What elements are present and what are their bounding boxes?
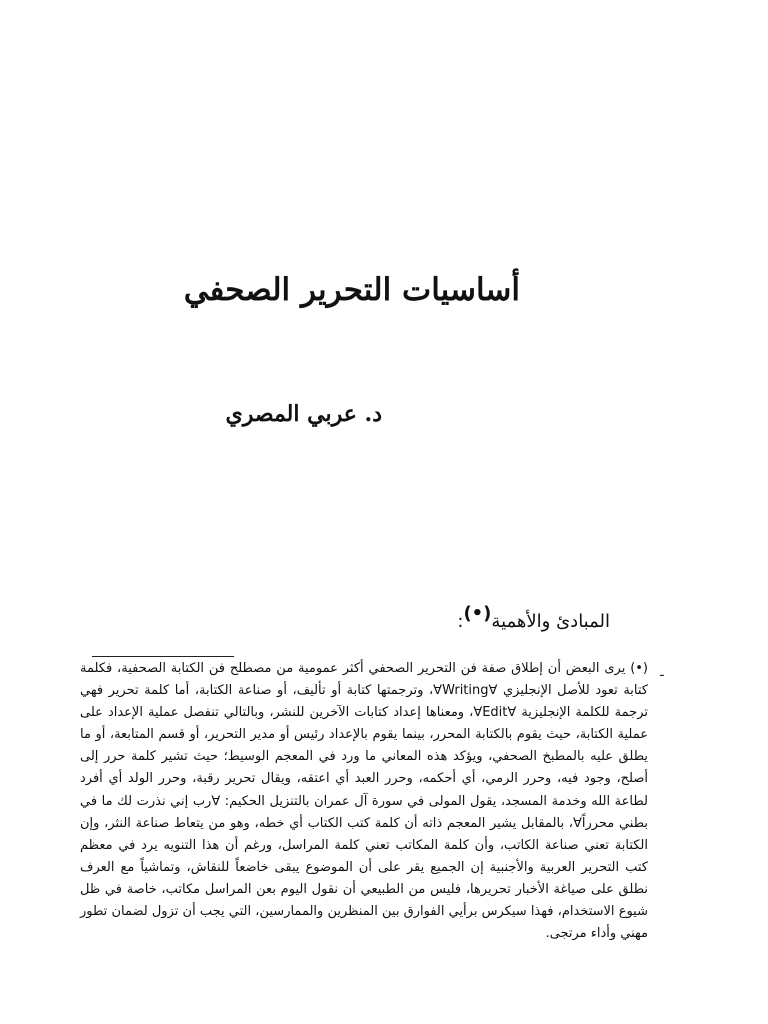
footnote-separator: [92, 656, 234, 657]
section-heading: [380, 596, 610, 640]
section-heading-colon: :: [457, 611, 464, 632]
footnote-margin-marker: ـ: [660, 665, 664, 680]
footnote-ref: (•): [630, 661, 648, 676]
section-heading-text: المبادئ والأهمية: [491, 611, 610, 632]
footnote-reference-mark: (•): [463, 603, 492, 624]
footnote-text: يرى البعض أن إطلاق صفة فن التحرير الصحفي أكثر عمومية من مصطلح فن الكتابة الصحفية، فكلمة كتابة تعود للأصل الإنجليزي ∀Writing∀، وترجمتها كتابة أو تأليف، أو صناعة الكتابة، أما كلمة تحرير فهي ترجمة للكلمة الإنجليزية ∀Edit∀، ومعناها إعداد كتابات الآخرين للنشر، وبالتالي تنفصل عملية الإعداد على عملية الكتابة، حيث يقوم بالكتابة المحرر، بينما يقوم بالإعداد رئيس أو مدير التحرير، أو قسم المتابعة، أو ما يطلق عليه بالمطبخ الصحفي، ويؤكد هذه المعاني ما ورد في المعجم الوسيط؛ حيث تشير كلمة حرر إلى أصلح، وجود فيه، وحرر الرمي، أي أحكمه، وحرر العبد أي اعتقه، ويقال تحرير رقبة، وحرر الولد أي أفرد لطاعة الله وخدمة المسجد، يقول المولى في سورة آل عمران بالتنزيل الحكيم: ∀رب إني نذرت لك ما في بطني محرراً∀، بالمقابل يشير المعجم ذاته أن كلمة كتب الكتاب أي خطه، وهو من يتعاط صناعة النثر، وإن الكتابة تعني صناعة الكاتب، وأن كلمة المكاتب تعني كلمة المراسل، ورغم أن هذا التنويه يرد في معظم كتب التحرير العربية والأجنبية إن الجميع يقر على أن الموضوع يبقى خاضعاً للنقاش، وتماشياً مع العرف نطلق على صياغة الأخبار تحريرها، فليس من الطبيعي أن نقول اليوم بعن المراسل مكاتب، خاصة في ظل شيوع الاستخدام، فهذا سيكرس برأيي الفوارق بين المنظرين والممارسين، التي يجب أن تزول لضمان تطور مهني وأداء مرتجى.: [80, 661, 648, 942]
page-title: أساسيات التحرير الصحفي: [183, 272, 520, 308]
author-name: د. عربي المصري: [225, 401, 382, 427]
footnote: [80, 658, 648, 945]
